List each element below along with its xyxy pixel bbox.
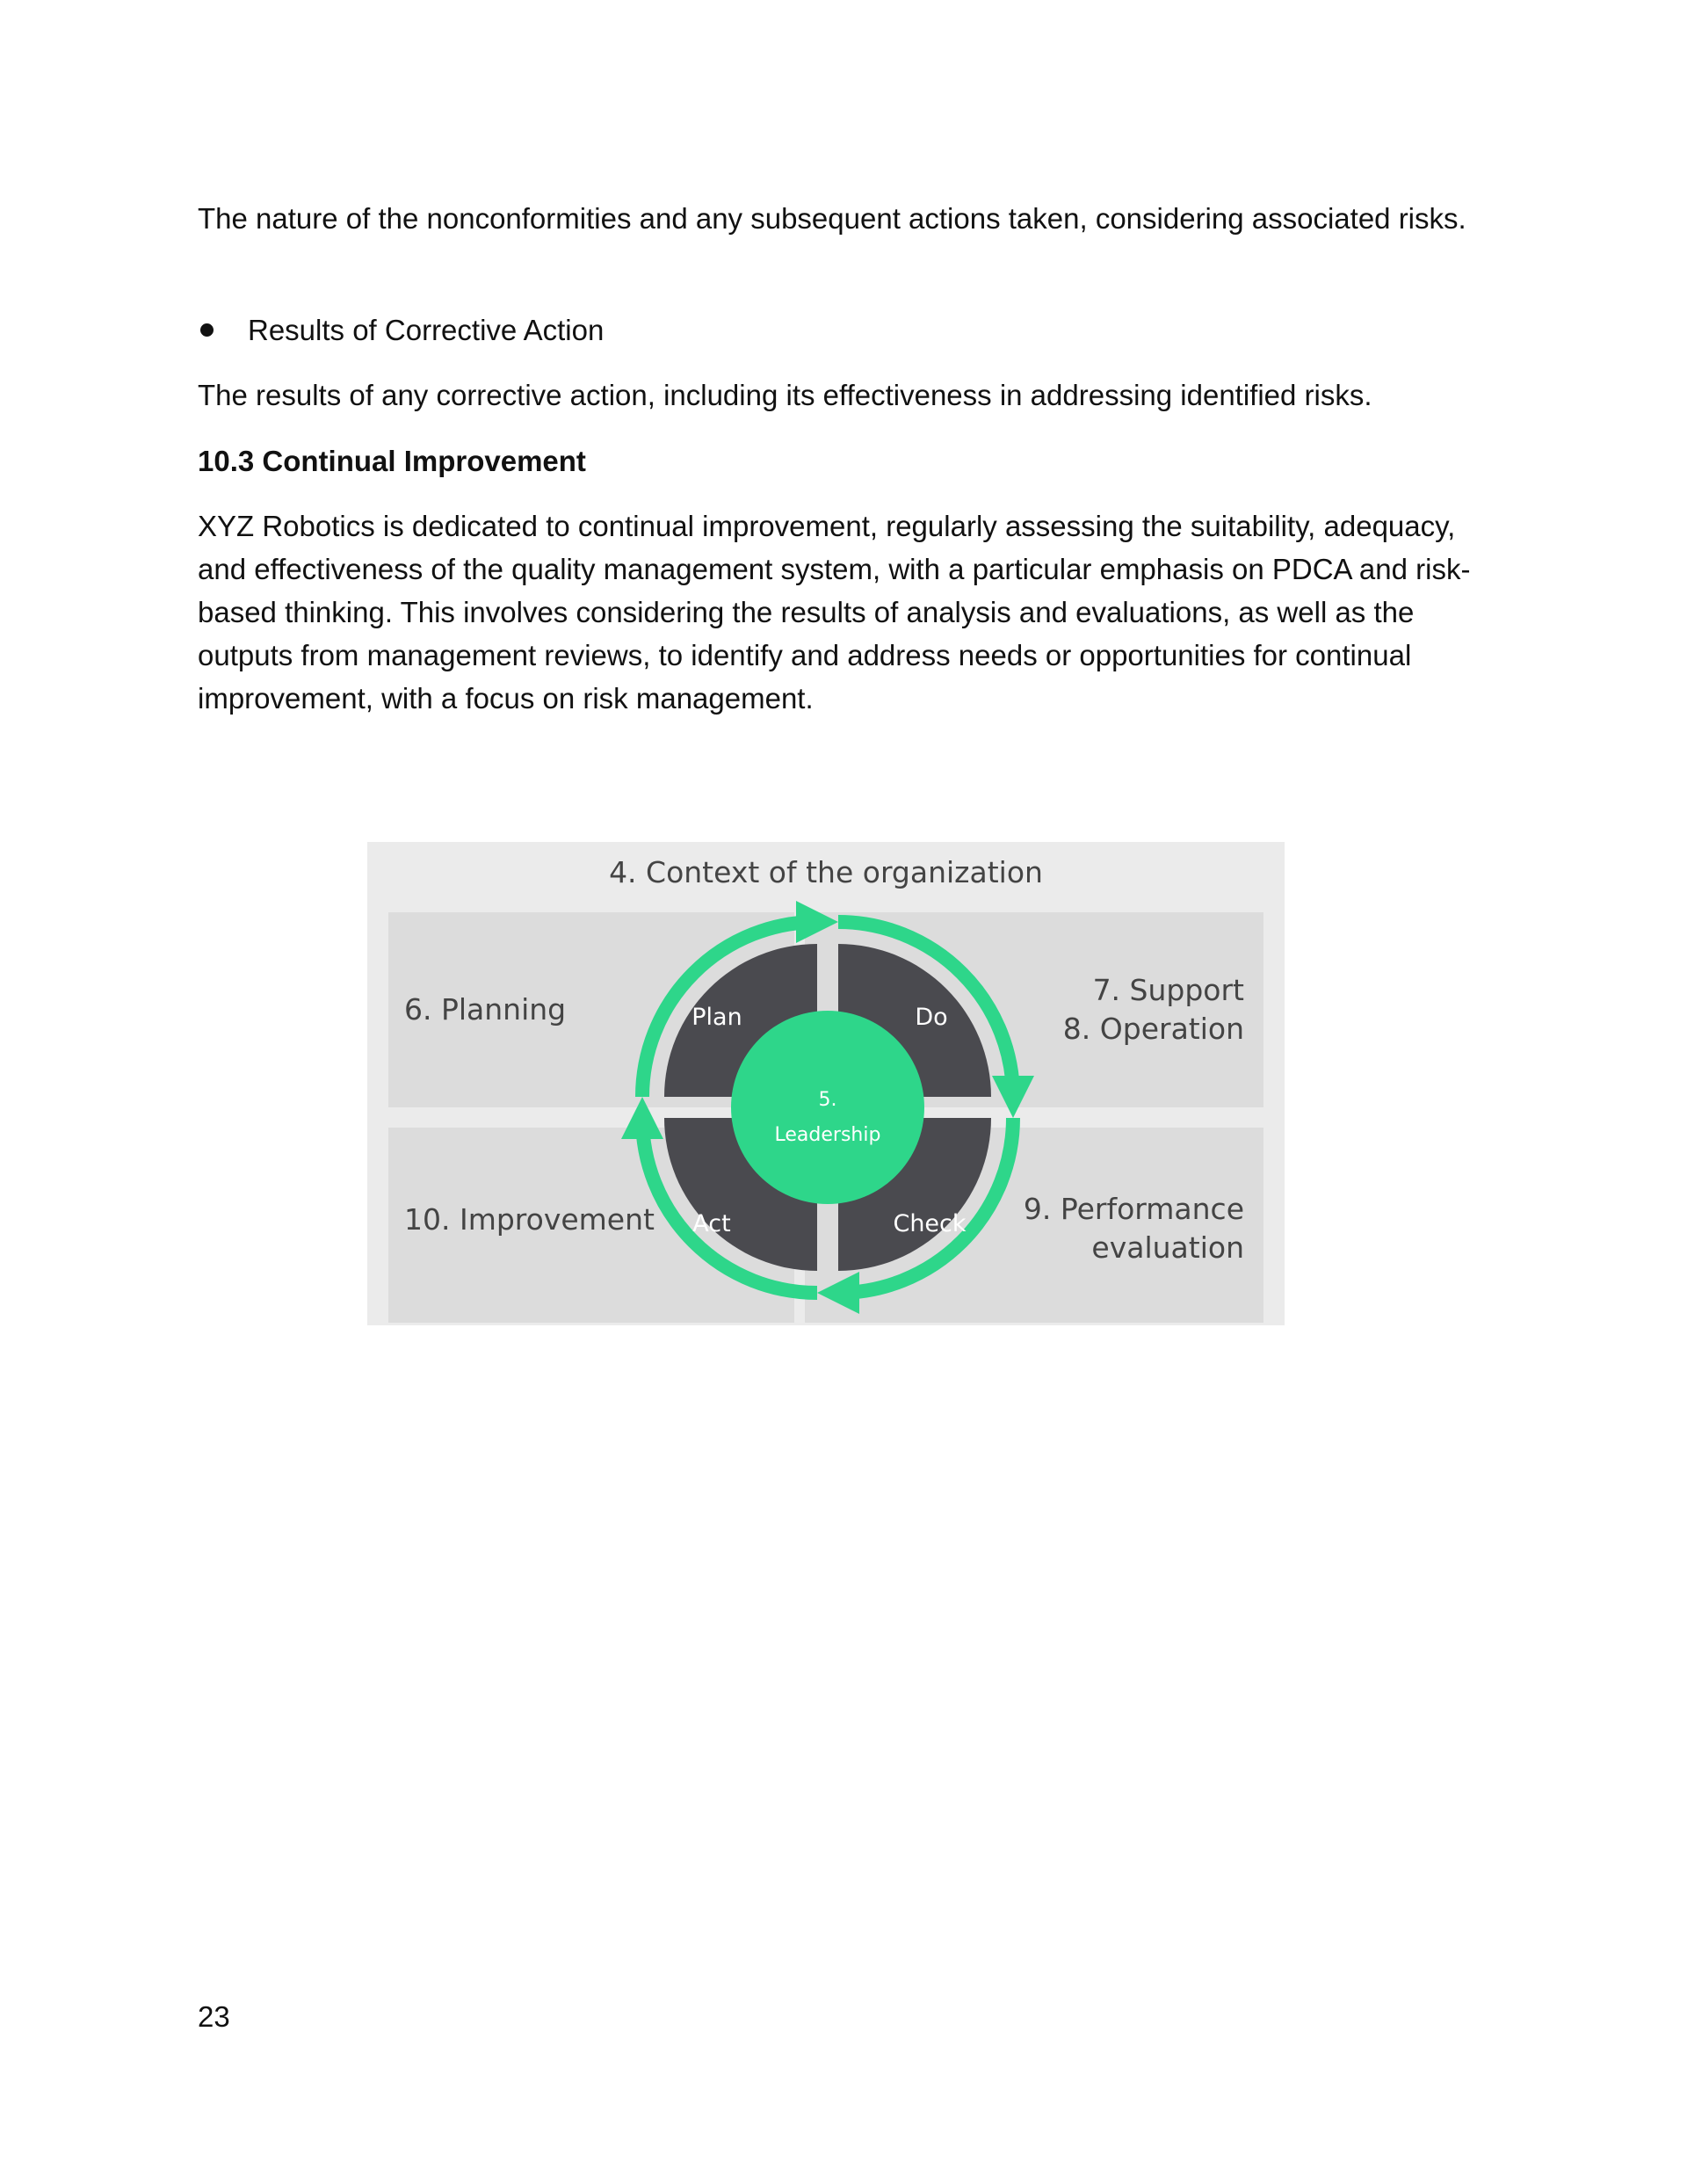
label-performance-line1: 9. Performance — [1023, 1192, 1244, 1226]
label-do: Do — [915, 1004, 948, 1031]
section-heading: 10.3 Continual Improvement — [198, 445, 586, 477]
paragraph-corrective-results: The results of any corrective action, including its effectiveness in addressing identified risks. — [198, 379, 1372, 411]
page-number: 23 — [198, 2000, 230, 2033]
label-operation: 8. Operation — [1062, 1012, 1244, 1046]
label-leadership-number: 5. — [818, 1089, 837, 1111]
label-support: 7. Support — [1092, 973, 1244, 1007]
label-planning: 6. Planning — [404, 992, 567, 1027]
label-context: 4. Context of the organization — [609, 855, 1043, 889]
bullet-icon — [200, 323, 214, 337]
label-improvement: 10. Improvement — [404, 1202, 655, 1237]
label-check: Check — [893, 1210, 967, 1237]
pdca-diagram — [367, 842, 1285, 1336]
bullet-label: Results of Corrective Action — [248, 314, 605, 346]
label-performance-line2: evaluation — [1091, 1230, 1244, 1265]
paragraph-nonconformities: The nature of the nonconformities and any subsequent actions taken, considering associated risks. — [198, 202, 1466, 235]
label-act: Act — [692, 1210, 731, 1237]
paragraph-continual-improvement: XYZ Robotics is dedicated to continual improvement, regularly assessing the suitability, adequacy, and effectiveness of the quality management system, with a particular emphasis on PDCA and risk-based thinking. This involves considering the results of analysis and evaluations, as well as the outputs from management reviews, to identify and address needs or opportunities for continual improvement, with a focus on risk management. — [198, 510, 1471, 715]
label-plan: Plan — [691, 1004, 742, 1031]
label-leadership: Leadership — [774, 1124, 881, 1146]
